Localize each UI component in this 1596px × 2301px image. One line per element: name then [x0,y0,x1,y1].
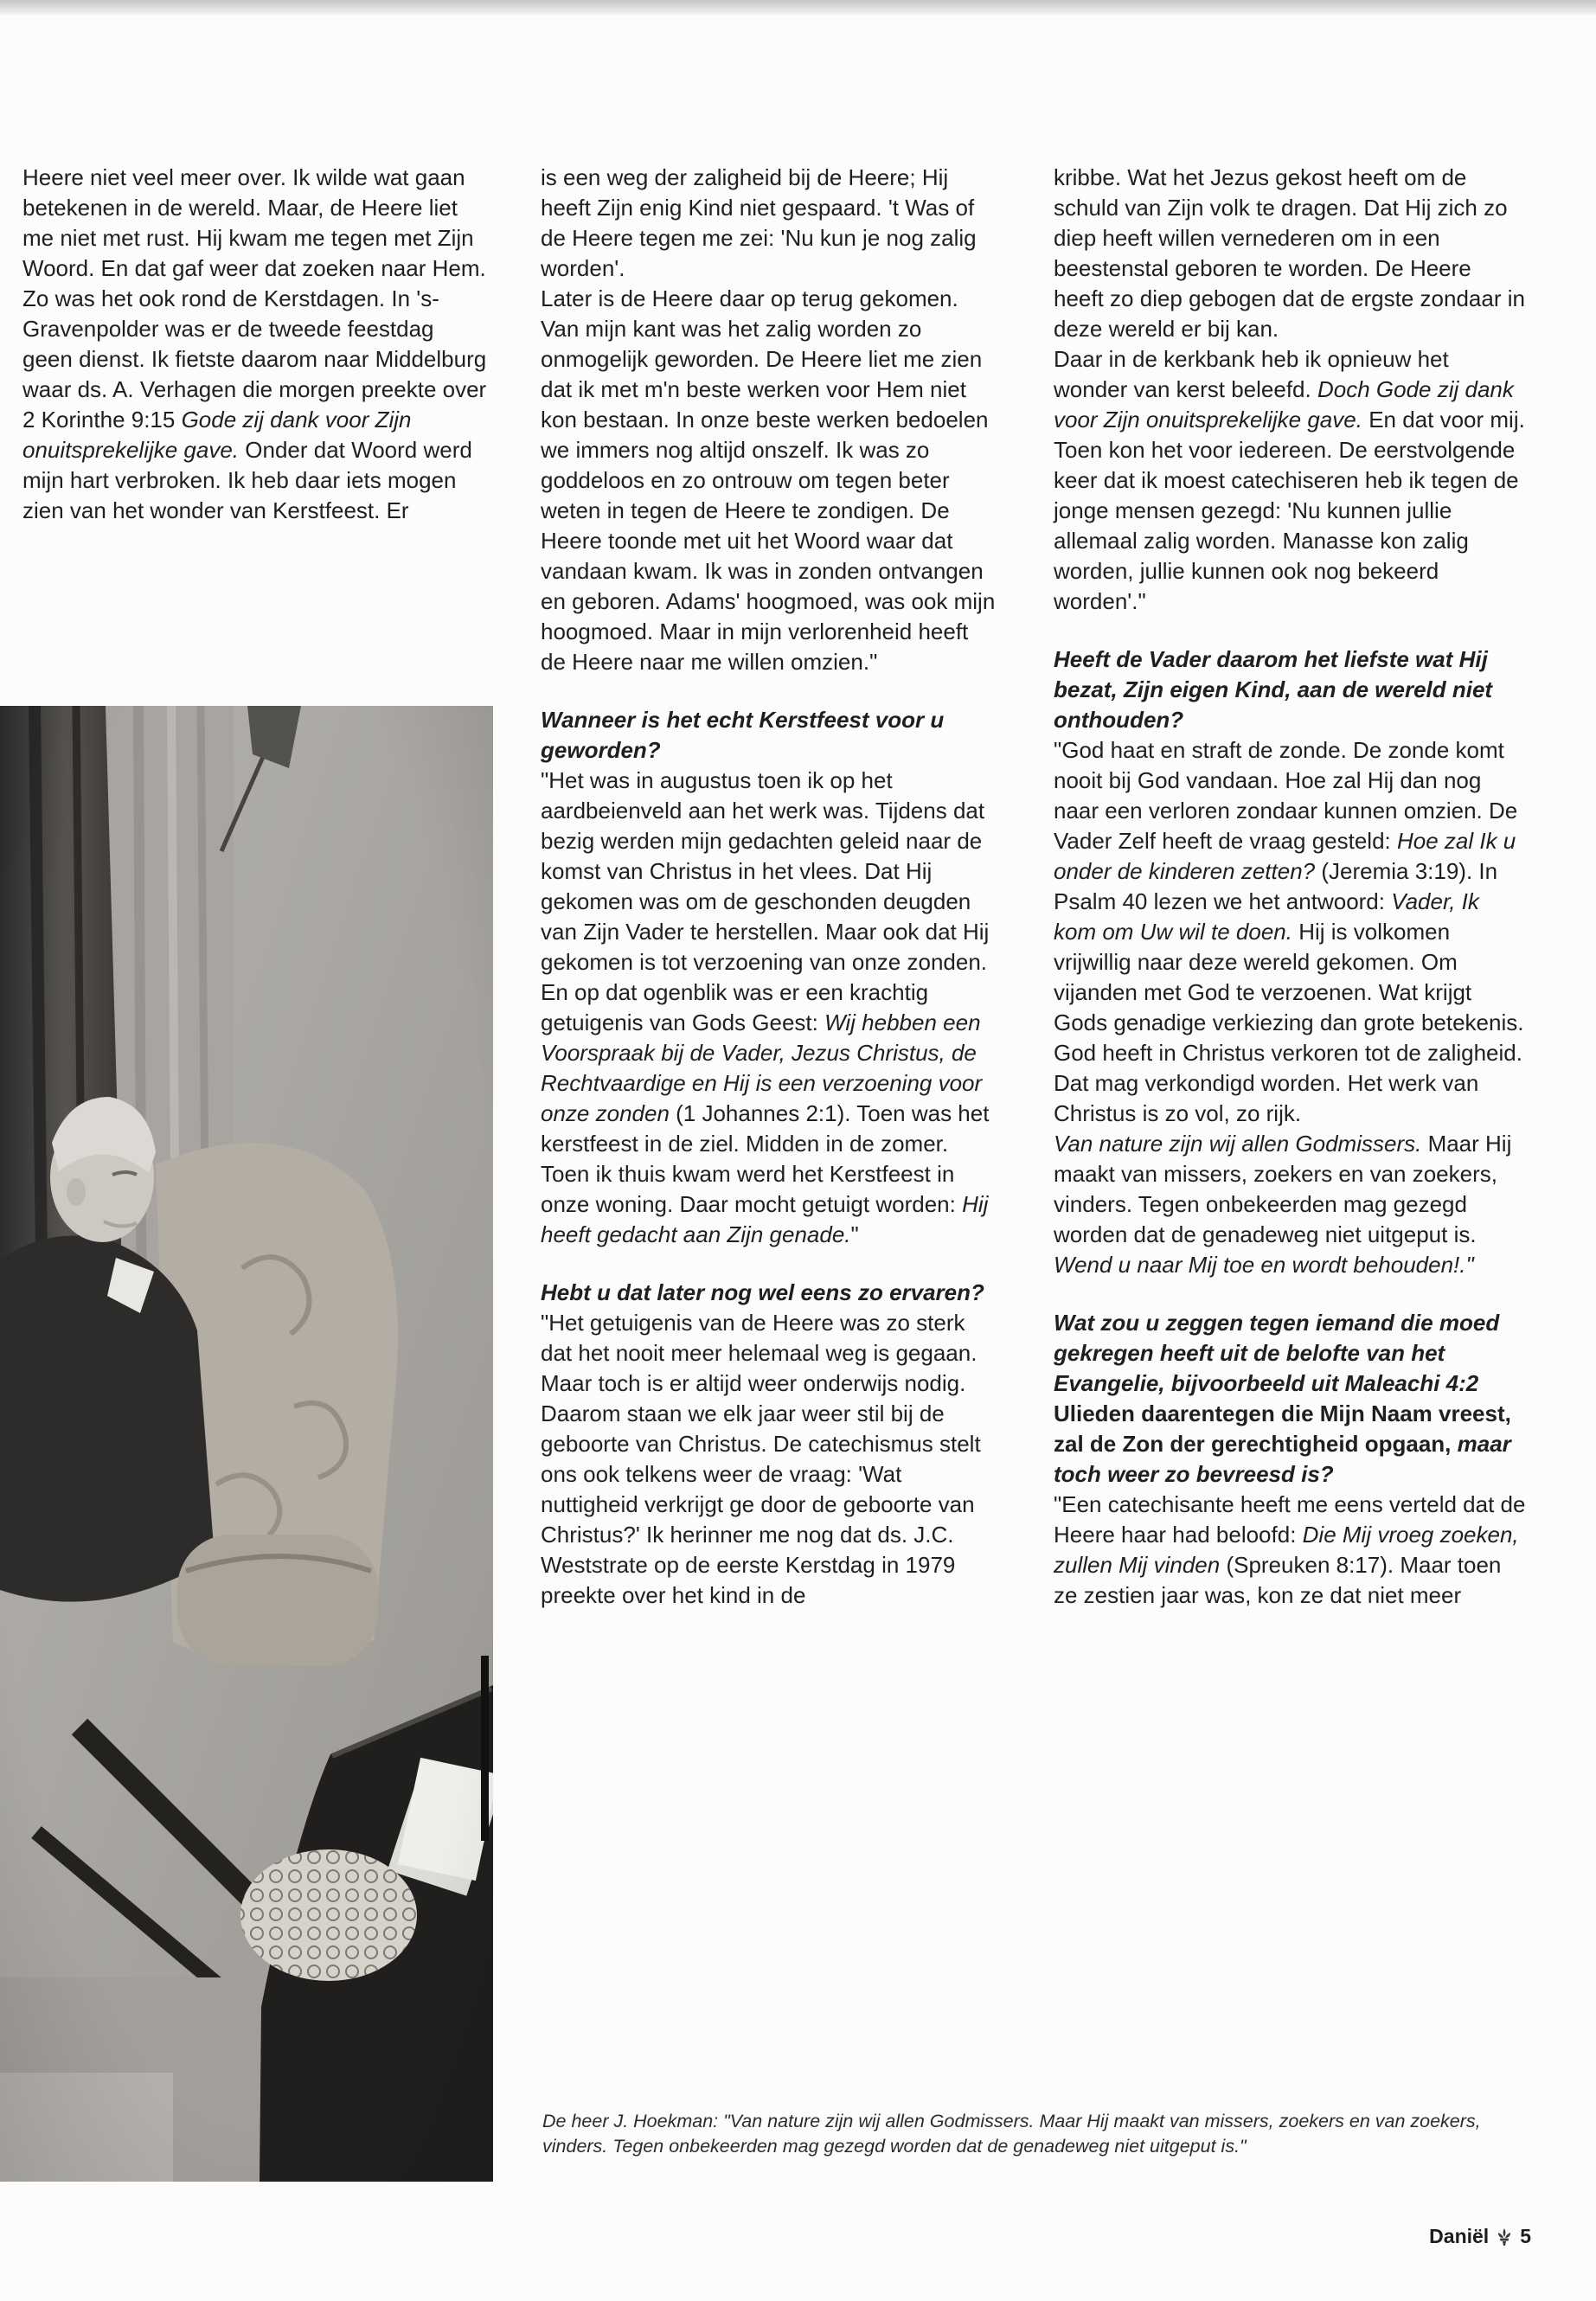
paragraph: Later is de Heere daar op terug gekomen. Van mijn kant was het zalig worden zo onmogelijk geworden. De Heere liet me zien dat ik met m'n beste werken voor Hem niet kon bestaan. In onze beste werken bedoelen we immers nog altijd onszelf. Ik was zo goddeloos en zo ontrouw om tegen beter weten in tegen de Heere te zondigen. De Heere toonde met uit het Woord waar dat vandaan kwam. Ik was in zonden ontvangen en geboren. Adams' hoogmoed, was ook mijn hoogmoed. Maar in mijn verlorenheid heeft de Heere naar me willen omzien." [541,285,996,675]
page-number: 5 [1520,2225,1531,2247]
paragraph: "Het getuigenis van de Heere was zo sterk dat het nooit meer helemaal weg is gegaan. Maar toch is er altijd weer onderwijs nodig. Daarom staan we elk jaar weer stil bij de geboorte van Christus. De catechismus stelt ons ook telkens weer de vraag: 'Wat nuttigheid verkrijgt ge door de geboorte van Christus?' Ik herinner me nog dat ds. J.C. Weststrate op de eerste Kerstdag in 1979 preekte over het kind in de [541,1310,981,1608]
magazine-name: Daniël [1429,2225,1490,2247]
photo-elderly-man-in-armchair [0,706,493,2182]
photo-caption: De heer J. Hoekman: "Van nature zijn wij allen Godmissers. Maar Hij maakt van missers, zoekers en van zoekers, vinders. Tegen onbekeerden mag gezegd worden dat de genadeweg niet uitgeput is." [542,2111,1481,2157]
interview-question: Heeft de Vader daarom het liefste wat Hij bezat, Zijn eigen Kind, aan de wereld niet onthouden? [1054,646,1493,733]
paragraph: "God haat en straft de zonde. De zonde komt nooit bij God vandaan. Hoe zal Hij dan nog naar een verloren zondaar kunnen omzien. De Vader Zelf heeft de vraag gesteld: Hoe zal Ik u onder de kinderen zetten? (Jeremia 3:19). In Psalm 40 lezen we het antwoord: Vader, Ik kom om Uw wil te doen. Hij is volkomen vrijwillig naar deze wereld gekomen. Om vijanden met God te verzoenen. Wat krijgt Gods genadige verkiezing dan grote betekenis. God heeft in Christus verkoren tot de zaligheid. Dat mag verkondigd worden. Het werk van Christus is zo vol, zo rijk. [1054,737,1524,1126]
paragraph: "Het was in augustus toen ik op het aardbeienveld aan het werk was. Tijdens dat bezig werden mijn gedachten geleid naar de komst van Christus in het vlees. Dat Hij gekomen was om de geschonden deugden van Zijn Vader te herstellen. Maar ook dat Hij gekomen is tot verzoening van onze zonden. En op dat ogenblik was er een krachtig getuigenis van Gods Geest: Wij hebben een Voorspraak bij de Vader, Jezus Christus, de Rechtvaardige en Hij is een verzoening voor onze zonden (1 Johannes 2:1). Toen was het kerstfeest in de ziel. Midden in de zomer. Toen ik thuis kwam werd het Kerstfeest in onze woning. Daar mocht getuigt worden: Hij heeft gedacht aan Zijn genade." [541,767,990,1247]
column-middle [541,163,997,1611]
page-footer [1349,2225,1531,2248]
interview-question: Hebt u dat later nog wel eens zo ervaren? [541,1279,984,1305]
interview-question: Wat zou u zeggen tegen iemand die moed gekregen heeft uit de belofte van het Evangelie, bijvoorbeeld uit Maleachi 4:2 Ulieden daarentegen die Mijn Naam vreest, zal de Zon der gerechtigheid opgaan, maar toch weer zo bevreesd is? [1054,1310,1511,1487]
column-right [1054,163,1526,1611]
paragraph: Van nature zijn wij allen Godmissers. Maar Hij maakt van missers, zoekers en van zoekers, vinders. Tegen onbekeerden mag gezegd worden dat de genadeweg niet uitgeput is. Wend u naar Mij toe en wordt behouden!." [1054,1131,1512,1278]
paragraph: kribbe. Wat het Jezus gekost heeft om de schuld van Zijn volk te dragen. Dat Hij zich zo diep heeft willen vernederen om in een beestenstal geboren te worden. De Heere heeft zo diep gebogen dat de ergste zondaar in deze wereld er bij kan. [1054,164,1525,342]
scan-edge-shadow [0,0,1596,16]
paragraph: "Een catechisante heeft me eens verteld dat de Heere haar had beloofd: Die Mij vroeg zoeken, zullen Mij vinden (Spreuken 8:17). Maar toen ze zestien jaar was, kon ze dat niet meer [1054,1491,1526,1608]
paragraph: Heere niet veel meer over. Ik wilde wat gaan betekenen in de wereld. Maar, de Heere liet me niet met rust. Hij kwam me tegen met Zijn Woord. En dat gaf weer dat zoeken naar Hem. Zo was het ook rond de Kerstdagen. In 's-Gravenpolder was er de tweede feestdag geen dienst. Ik fietste daarom naar Middelburg waar ds. A. Verhagen die morgen preekte over 2 Korinthe 9:15 Gode zij dank voor Zijn onuitsprekelijke gave. Onder dat Woord werd mijn hart verbroken. Ik heb daar iets mogen zien van het wonder van Kerstfeest. Er [22,164,487,523]
fleur-ornament-icon [1496,2227,1513,2247]
paragraph: Daar in de kerkbank heb ik opnieuw het wonder van kerst beleefd. Doch Gode zij dank voor Zijn onuitsprekelijke gave. En dat voor mij. Toen kon het voor iedereen. De eerstvolgende keer dat ik moest catechiseren heb ik tegen de jonge mensen gezegd: 'Nu kunnen jullie allemaal zalig worden. Manasse kon zalig worden, jullie kunnen ook nog bekeerd worden'." [1054,346,1525,614]
interview-question: Wanneer is het echt Kerstfeest voor u geworden? [541,707,945,763]
column-left [22,163,490,526]
paragraph: is een weg der zaligheid bij de Heere; Hij heeft Zijn enig Kind niet gespaard. 't Was of de Heere tegen me zei: 'Nu kun je nog zalig worden'. [541,164,977,281]
photo-illustration [0,706,493,2182]
